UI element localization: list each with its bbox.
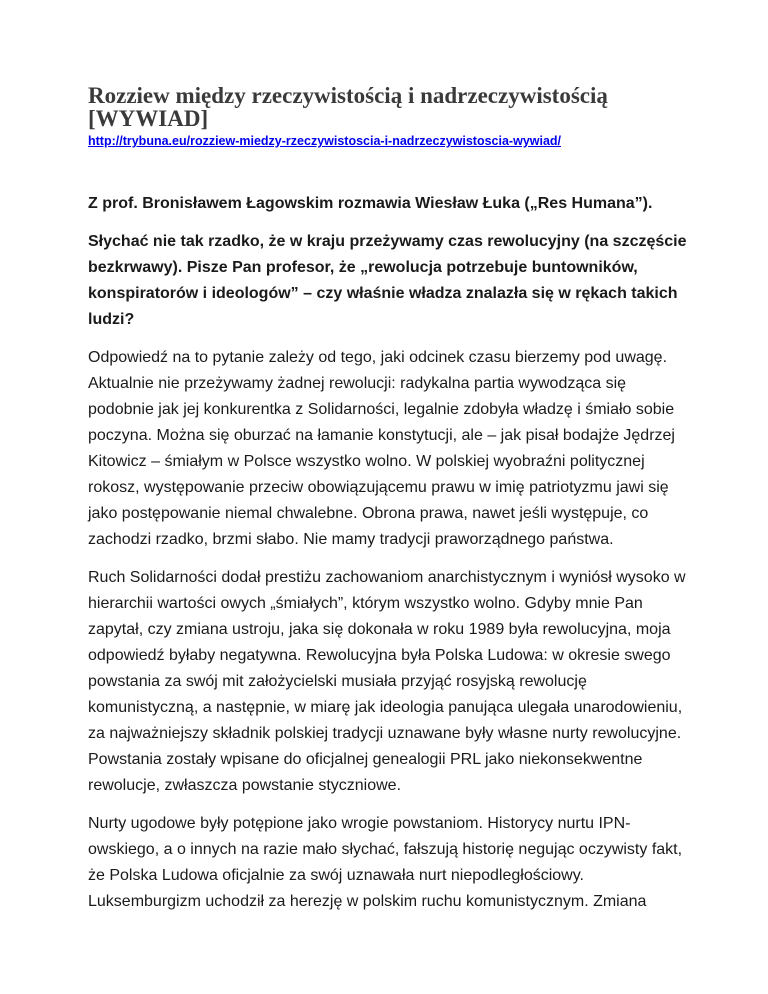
source-link[interactable]: http://trybuna.eu/rozziew-miedzy-rzeczywistoscia-i-nadrzeczywistoscia-wywiad/	[88, 134, 562, 148]
interview-question: Słychać nie tak rzadko, że w kraju przeżywamy czas rewolucyjny (na szczęście bezkrwawy). Pisze Pan profesor, że „rewolucja potrzebuje buntowników, konspiratorów i ideologów” – czy właśnie władza znalazła się w rękach takich ludzi?	[88, 233, 687, 328]
article-title: Rozziew między rzeczywistością i nadrzeczywistością [WYWIAD]	[88, 83, 608, 131]
answer-paragraph-3: Nurty ugodowe były potępione jako wrogie powstaniom. Historycy nurtu IPN-owskiego, a o innych na razie mało słychać, fałszują historię negując oczywisty fakt, że Polska Ludowa oficjalnie za swój uznawała nurt niepodległościowy. Luksemburgizm uchodził za herezję w polskim ruchu komunistycznym. Zmiana	[88, 815, 683, 910]
answer-paragraph-2: Ruch Solidarności dodał prestiżu zachowaniom anarchistycznym i wyniósł wysoko w hierarchii wartości owych „śmiałych”, którym wszystko wolno. Gdyby mnie Pan zapytał, czy zmiana ustroju, jaka się dokonała w roku 1989 była rewolucyjna, moja odpowiedź byłaby negatywna. Rewolucyjna była Polska Ludowa: w okresie swego powstania za swój mit założycielski musiała przyjąć rosyjską rewolucję komunistyczną, a następnie, w miarę jak ideologia panująca ulegała unarodowieniu, za najważniejszy składnik polskiej tradycji uznawane były własne nurty rewolucyjne. Powstania zostały wpisane do oficjalnej genealogii PRL jako niekonsekwentne rewolucje, zwłaszcza powstanie styczniowe.	[88, 569, 686, 794]
interview-intro: Z prof. Bronisławem Łagowskim rozmawia Wiesław Łuka („Res Humana”).	[88, 195, 653, 212]
answer-paragraph-1: Odpowiedź na to pytanie zależy od tego, jaki odcinek czasu bierzemy pod uwagę. Aktualnie nie przeżywamy żadnej rewolucji: radykalna partia wywodząca się podobnie jak jej konkurentka z Solidarności, legalnie zdobyła władzę i śmiało sobie poczyna. Można się oburzać na łamanie konstytucji, ale – jak pisał bodajże Jędrzej Kitowicz – śmiałym w Polsce wszystko wolno. W polskiej wyobraźni politycznej rokosz, występowanie przeciw obowiązującemu prawu w imię patriotyzmu jawi się jako postępowanie niemal chwalebne. Obrona prawa, nawet jeśli występuje, co zachodzi rzadko, brzmi słabo. Nie mamy tradycji praworządnego państwa.	[88, 349, 675, 548]
document-content	[88, 84, 688, 915]
